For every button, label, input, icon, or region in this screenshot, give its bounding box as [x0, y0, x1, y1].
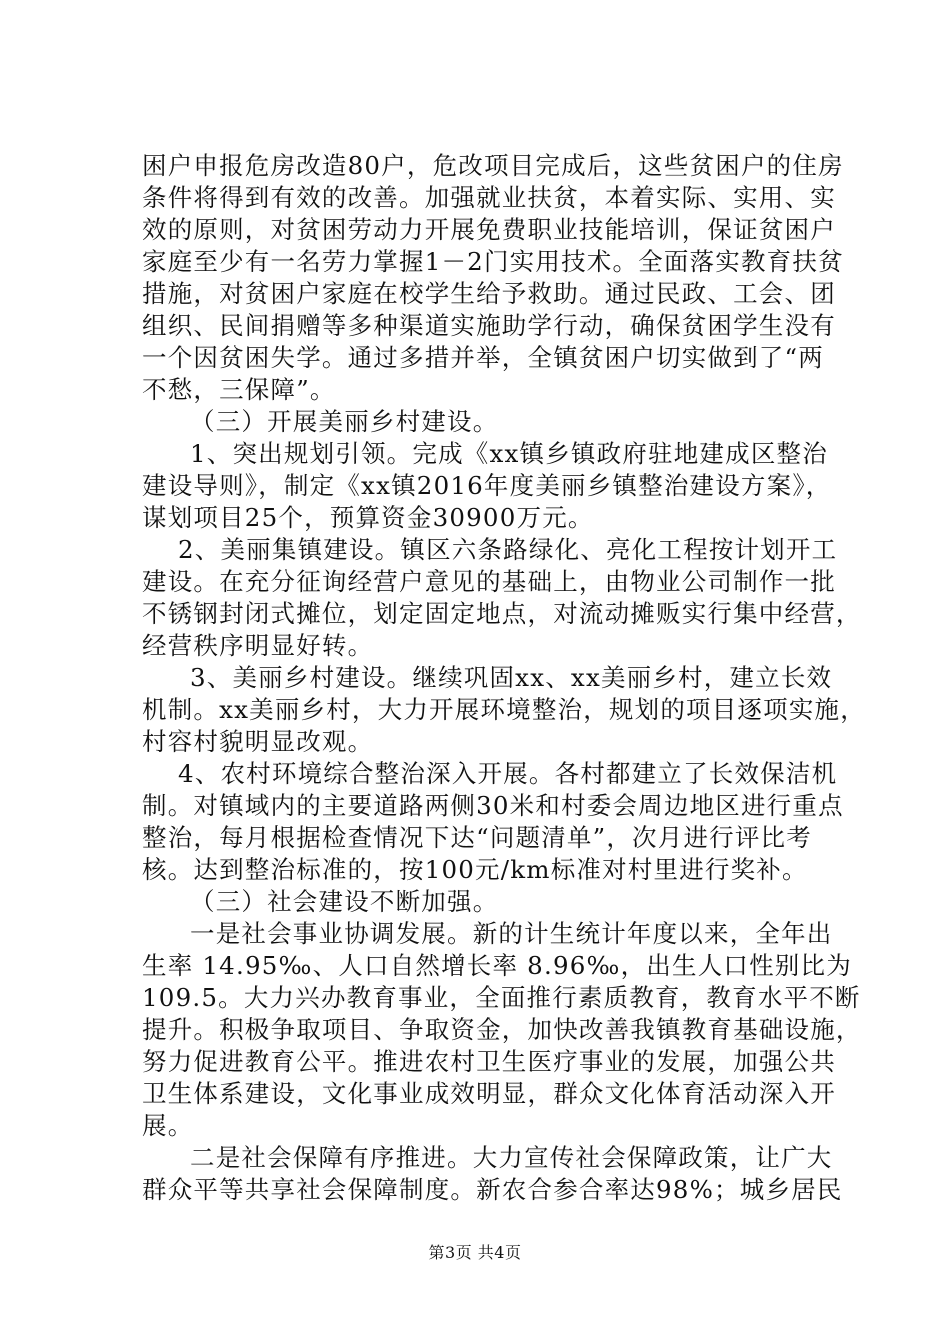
text-line: 4、农村环境综合整治深入开展。各村都建立了长效保洁机 [178, 759, 838, 788]
text-line: 效的原则，对贫困劳动力开展免费职业技能培训，保证贫困户 [142, 215, 836, 244]
text-line: 提升。积极争取项目、争取资金，加快改善我镇教育基础设施， [142, 1015, 862, 1044]
body-text [142, 150, 866, 1206]
text-line: 1、突出规划引领。完成《xx镇乡镇政府驻地建成区整治 [190, 439, 828, 468]
text-line: 卫生体系建设，文化事业成效明显，群众文化体育活动深入开 [142, 1079, 836, 1108]
text-line: 展。 [142, 1111, 194, 1140]
text-line: 3、美丽乡村建设。继续巩固xx、xx美丽乡村，建立长效 [190, 663, 833, 692]
page-number-footer: 第3页 共4页 [428, 1243, 522, 1262]
section-heading: （三）开展美丽乡村建设。 [190, 407, 499, 436]
text-line: 整治，每月根据检查情况下达“问题清单”，次月进行评比考 [142, 823, 812, 852]
text-line: 不愁，三保障”。 [142, 375, 336, 404]
text-line: 家庭至少有一名劳力掌握1－2门实用技术。全面落实教育扶贫 [142, 247, 844, 276]
text-line: 村容村貌明显改观。 [142, 727, 374, 756]
text-line: 困户申报危房改造80户，危改项目完成后，这些贫困户的住房 [142, 151, 844, 180]
text-line: 建设。在充分征询经营户意见的基础上，由物业公司制作一批 [142, 567, 836, 596]
section-heading: （三）社会建设不断加强。 [190, 887, 499, 916]
text-line: 措施，对贫困户家庭在校学生给予救助。通过民政、工会、团 [142, 279, 836, 308]
text-line: 一个因贫困失学。通过多措并举，全镇贫困户切实做到了“两 [142, 343, 824, 372]
text-line: 努力促进教育公平。推进农村卫生医疗事业的发展，加强公共 [142, 1047, 836, 1076]
text-line: 生率 14.95‰、人口自然增长率 8.96‰，出生人口性别比为 [142, 951, 852, 980]
text-line: 不锈钢封闭式摊位，划定固定地点，对流动摊贩实行集中经营， [142, 599, 862, 628]
text-line: 经营秩序明显好转。 [142, 631, 374, 660]
text-line: 核。达到整治标准的，按100元/km标准对村里进行奖补。 [142, 855, 808, 884]
text-line: 谋划项目25个，预算资金30900万元。 [142, 503, 594, 532]
text-line: 制。对镇域内的主要道路两侧30米和村委会周边地区进行重点 [142, 791, 844, 820]
text-line: 2、美丽集镇建设。镇区六条路绿化、亮化工程按计划开工 [178, 535, 838, 564]
text-line: 一是社会事业协调发展。新的计生统计年度以来，全年出 [190, 919, 833, 948]
text-line: 群众平等共享社会保障制度。新农合参合率达98%；城乡居民 [142, 1175, 843, 1204]
text-line: 二是社会保障有序推进。大力宣传社会保障政策，让广大 [190, 1143, 833, 1172]
text-line: 组织、民间捐赠等多种渠道实施助学行动，确保贫困学生没有 [142, 311, 836, 340]
text-line: 109.5。大力兴办教育事业，全面推行素质教育，教育水平不断 [142, 983, 861, 1012]
text-line: 条件将得到有效的改善。加强就业扶贫，本着实际、实用、实 [142, 183, 836, 212]
text-line: 建设导则》，制定《xx镇2016年度美丽乡镇整治建设方案》， [142, 471, 832, 500]
text-line: 机制。xx美丽乡村，大力开展环境整治，规划的项目逐项实施， [142, 695, 866, 724]
